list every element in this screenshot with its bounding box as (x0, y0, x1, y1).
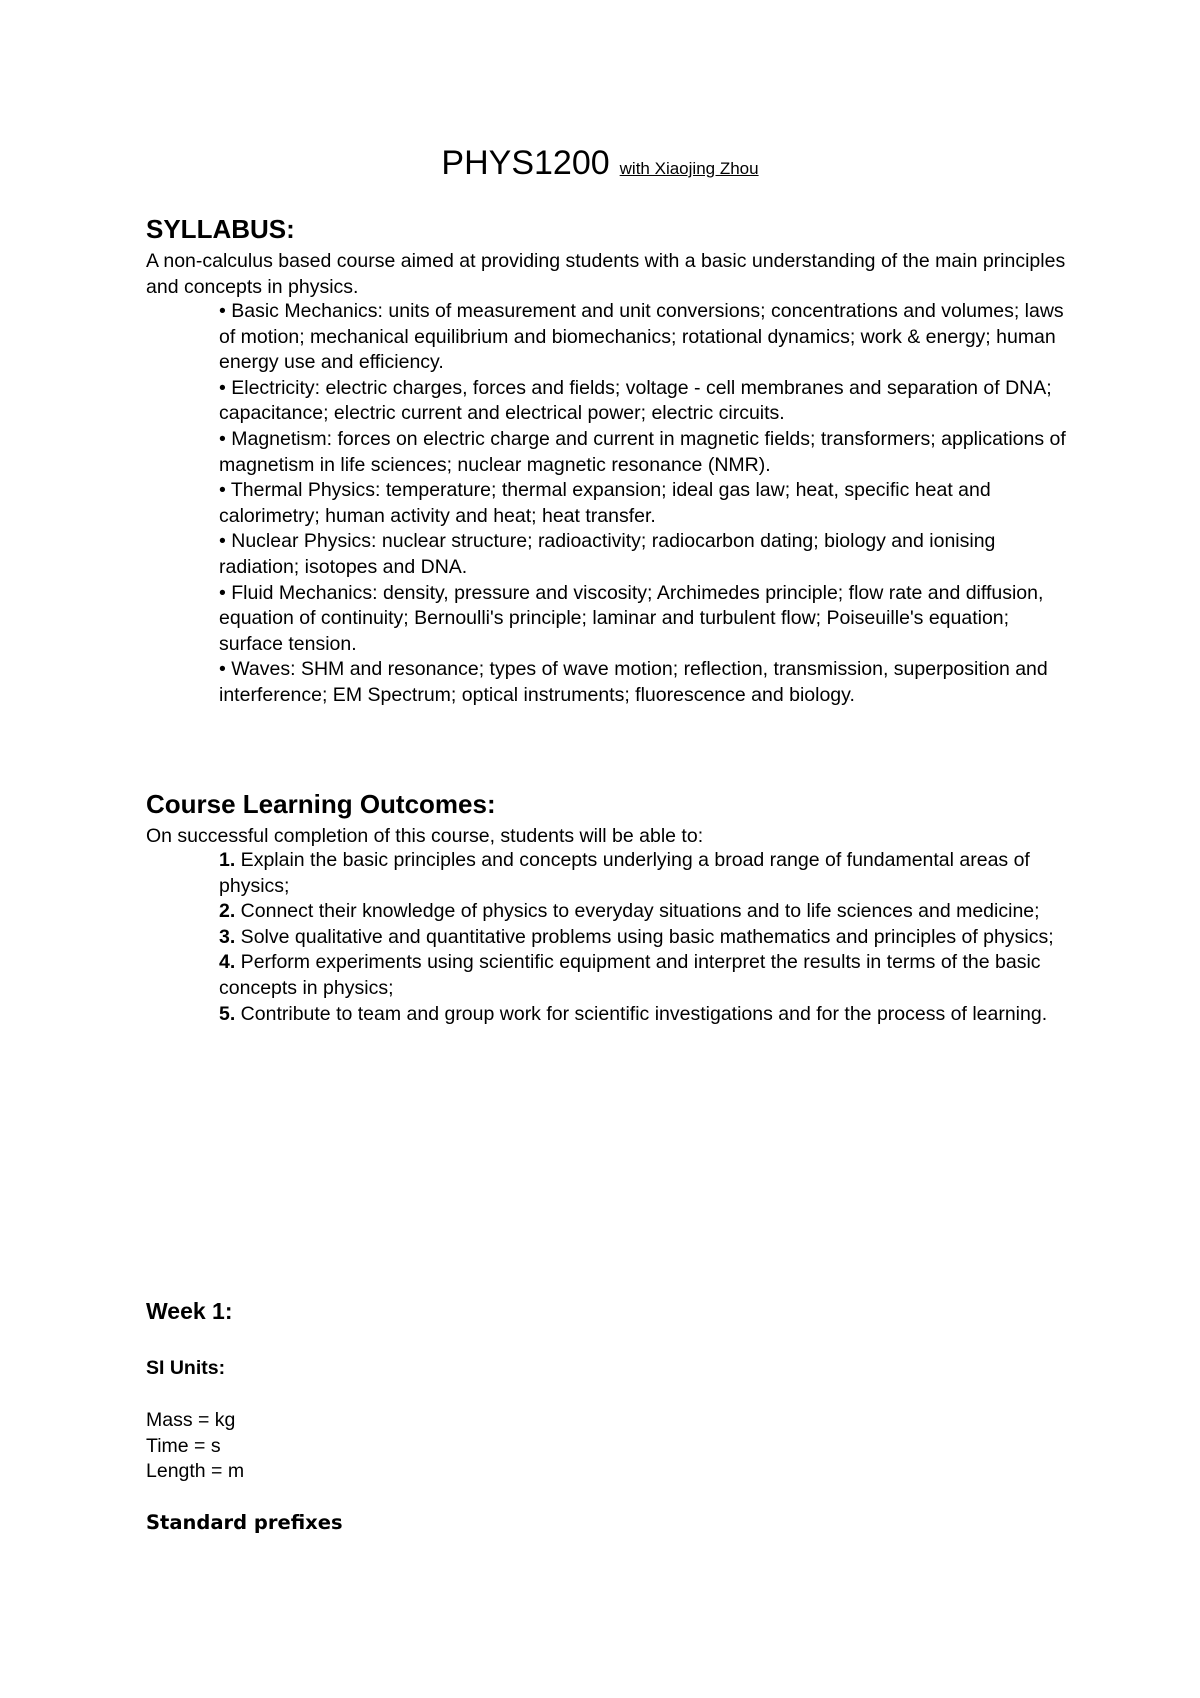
syllabus-topic: • Fluid Mechanics: density, pressure and viscosity; Archimedes principle; flow rate and diffusion, equation of continuity; Bernoulli's principle; laminar and turbulent flow; Poiseuille's equation; surface tension. (219, 581, 1044, 655)
outcome-number: 5. (219, 1002, 236, 1025)
document-title (0, 144, 1200, 183)
outcome-text: Contribute to team and group work for scientific investigations and for the process of learning. (235, 1002, 1048, 1025)
syllabus-topic-list (219, 299, 1069, 709)
outcome-item (219, 950, 1069, 1001)
outcomes-heading: Course Learning Outcomes: (146, 789, 496, 819)
week-heading: Week 1: (146, 1298, 233, 1324)
syllabus-heading: SYLLABUS: (146, 214, 295, 244)
si-unit-item: Length = m (146, 1460, 245, 1483)
outcomes-intro: On successful completion of this course, students will be able to: (146, 825, 704, 847)
instructor-name: with Xiaojing Zhou (619, 159, 759, 178)
syllabus-topic: • Basic Mechanics: units of measurement and unit conversions; concentrations and volumes; laws of motion; mechanical equilibrium and biomechanics; rotational dynamics; work & energy; human energy use and efficiency. (219, 300, 1064, 374)
outcome-number: 2. (219, 900, 236, 923)
outcome-text: Explain the basic principles and concepts underlying a broad range of fundamental areas of physics; (219, 849, 1030, 897)
outcome-number: 3. (219, 925, 236, 948)
outcome-item (219, 925, 1069, 951)
syllabus-intro: A non-calculus based course aimed at providing students with a basic understanding of the main principles and concepts in physics. (146, 250, 1066, 298)
outcome-number: 4. (219, 951, 236, 974)
si-unit-item: Mass = kg (146, 1409, 236, 1431)
outcome-item (219, 1002, 1069, 1028)
syllabus-topic: • Magnetism: forces on electric charge and current in magnetic fields; transformers; applications of magnetism in life sciences; nuclear magnetic resonance (NMR). (219, 427, 1066, 476)
outcome-item (219, 848, 1069, 899)
outcome-text: Connect their knowledge of physics to everyday situations and to life sciences and medicine; (235, 900, 1040, 923)
outcome-number: 1. (219, 849, 236, 871)
outcome-text: Perform experiments using scientific equipment and interpret the results in terms of the basic concepts in physics; (219, 951, 1041, 999)
syllabus-topic: • Nuclear Physics: nuclear structure; radioactivity; radiocarbon dating; biology and ionising radiation; isotopes and DNA. (219, 530, 996, 578)
syllabus-topic: • Thermal Physics: temperature; thermal expansion; ideal gas law; heat, specific heat and calorimetry; human activity and heat; heat transfer. (219, 479, 991, 527)
syllabus-topic: • Waves: SHM and resonance; types of wave motion; reflection, transmission, superposition and interference; EM Spectrum; optical instruments; fluorescence and biology. (219, 658, 1048, 706)
outcomes-list (219, 848, 1069, 1027)
outcome-text: Solve qualitative and quantitative problems using basic mathematics and principles of physics; (235, 925, 1054, 948)
si-units-heading: SI Units: (146, 1357, 226, 1379)
standard-prefixes-heading: Standard prefixes (146, 1511, 343, 1534)
course-code: PHYS1200 (441, 144, 610, 182)
outcome-item (219, 899, 1069, 925)
syllabus-topic: • Electricity: electric charges, forces and fields; voltage - cell membranes and separation of DNA; capacitance; electric current and electrical power; electric circuits. (219, 376, 1052, 425)
si-units-list (146, 1408, 244, 1485)
si-unit-item: Time = s (146, 1434, 221, 1457)
